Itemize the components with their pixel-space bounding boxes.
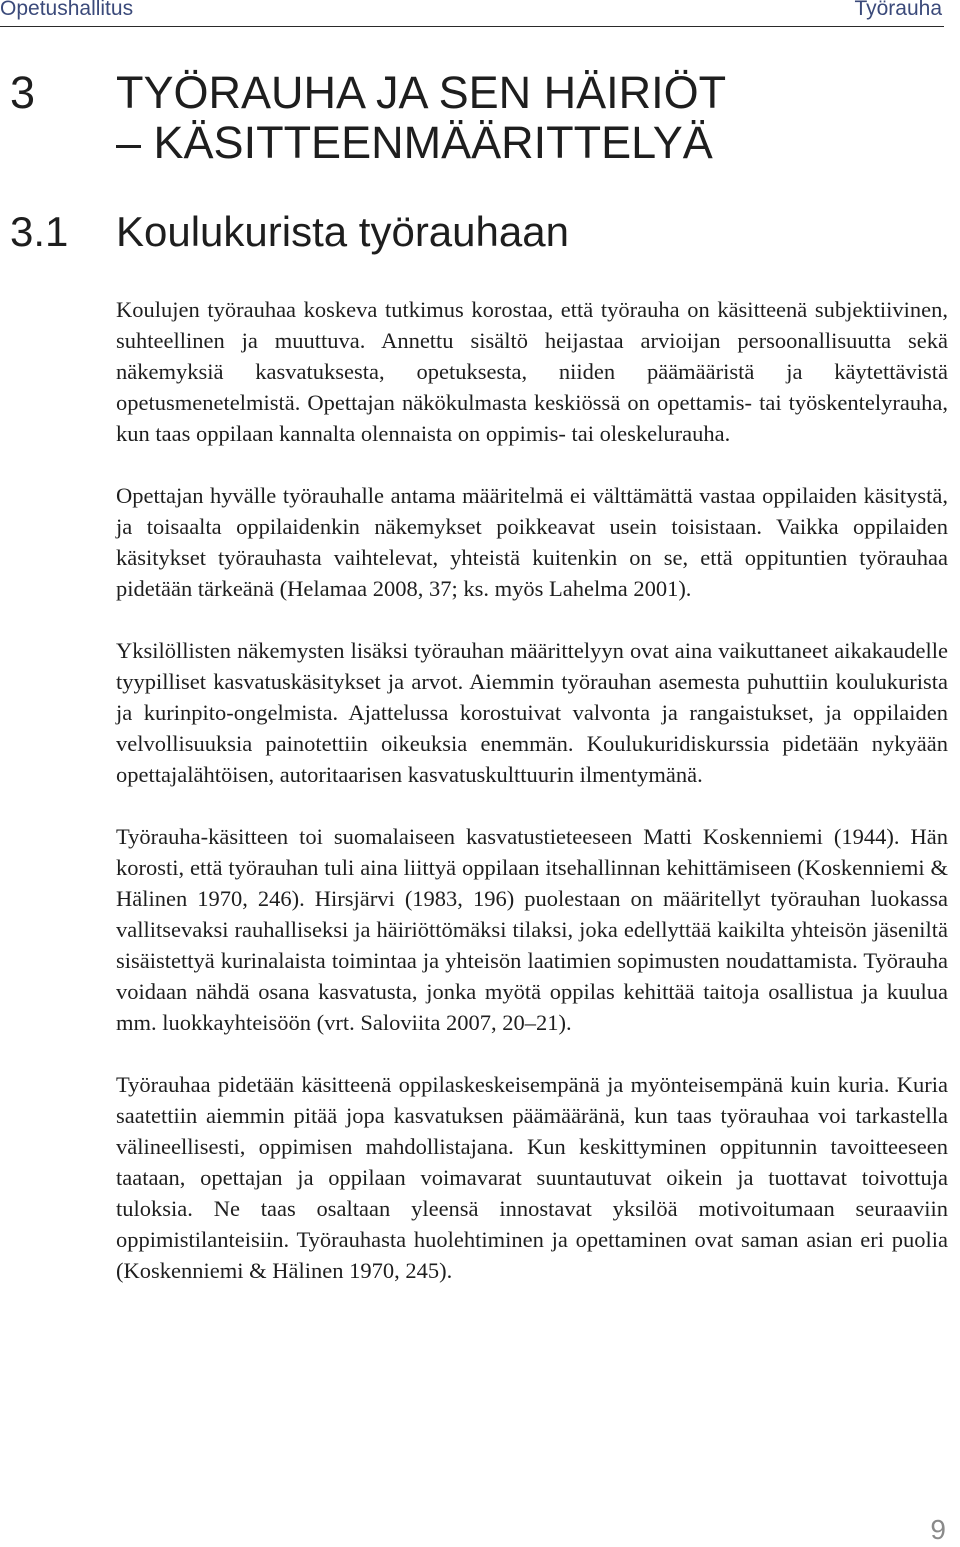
paragraph: Työrauhaa pidetään käsitteenä oppilaskeskeisempänä ja myönteisempänä kuin kuria. Kuria saatettiin aiemmin pitää jopa kasvatuksen päämääränä, kun taas työrauhaa voi tarkastella välineellisesti, oppimisen mahdollistajana. Kun keskittyminen oppitunnin tavoitteeseen taataan, opettajan ja oppilaan voimavarat suuntautuvat oikein ja tuottavat toivottuja tuloksia. Ne taas osaltaan yleensä innostavat yksilöä motivoitumaan seuraaviin oppimistilanteisiin. Työrauhasta huolehtiminen ja opettaminen ovat saman asian eri puolia (Koskenniemi & Hälinen 1970, 245). <box>116 1072 948 1283</box>
paragraph: Koulujen työrauhaa koskeva tutkimus korostaa, että työrauha on käsitteenä subjektiivinen, suhteellinen ja muuttuva. Annettu sisältö heijastaa arvioijan persoonallisuutta sekä näkemyksiä kasvatuksesta, opetuksesta, niiden päämääristä ja käytettävistä opetusmenetelmistä. Opettajan näkökulmasta keskiössä on opettamis- tai työskentelyrauha, kun taas oppilaan kannalta olennaista on oppimis- tai oleskelurauha. <box>116 297 948 446</box>
chapter-number: 3 <box>10 67 36 118</box>
section-number: 3.1 <box>10 208 69 255</box>
body-text <box>116 294 948 1317</box>
page-number: 9 <box>930 1514 946 1545</box>
running-header <box>0 0 944 27</box>
paragraph: Yksilöllisten näkemysten lisäksi työrauhan määrittelyyn ovat aina vaikuttaneet aikakaudelle tyypilliset kasvatuskäsitykset ja arvot. Aiemmin työrauhan asemesta puhuttiin koulukurista ja kurinpito-ongelmista. Ajattelussa korostuivat valvonta ja rangaistukset, ja oppilaiden velvollisuuksia painotettiin oikeuksia enemmän. Koulukuridiskurssia pidetään nykyään opettajalähtöisen, autoritaarisen kasvatuskulttuurin ilmentymänä. <box>116 638 948 787</box>
chapter-title-line-1: TYÖRAUHA JA SEN HÄIRIÖT <box>116 67 727 118</box>
document-short-title: Työrauha <box>854 0 942 20</box>
paragraph: Työrauha-käsitteen toi suomalaiseen kasvatustieteeseen Matti Koskenniemi (1944). Hän korosti, että työrauhan tuli aina liittyä oppilaan itsehallinnan kehittämiseen (Koskenniemi & Hälinen 1970, 246). Hirsjärvi (1983, 196) puolestaan on määritellyt työrauhan luokassa vallitsevaksi rauhalliseksi ja häiriöttömäksi tilaksi, joka edellyttää kaikilta yhteisön jäseniltä sisäistettyä kurinalaista toimintaa ja yhteisön laatimien sopimusten noudattamista. Työrauha voidaan nähdä osana kasvatusta, jonka myötä oppilas kehittää taitoja osallistua ja kuulua mm. luokkayhteisöön (vrt. Saloviita 2007, 20–21). <box>116 824 948 1035</box>
section-title: Koulukurista työrauhaan <box>116 208 569 255</box>
paragraph: Opettajan hyvälle työrauhalle antama määritelmä ei välttämättä vastaa oppilaiden käsitystä, ja toisaalta oppilaidenkin näkemykset poikkeavat usein toisistaan. Vaikka oppilaiden käsitykset työrauhasta vaihtelevat, yhteistä kuitenkin on se, että oppituntien työrauhaa pidetään tärkeänä (Helamaa 2008, 37; ks. myös Lahelma 2001). <box>116 483 948 601</box>
publisher-name: Opetushallitus <box>0 0 134 20</box>
chapter-title-line-2: – KÄSITTEENMÄÄRITTELYÄ <box>116 117 713 168</box>
